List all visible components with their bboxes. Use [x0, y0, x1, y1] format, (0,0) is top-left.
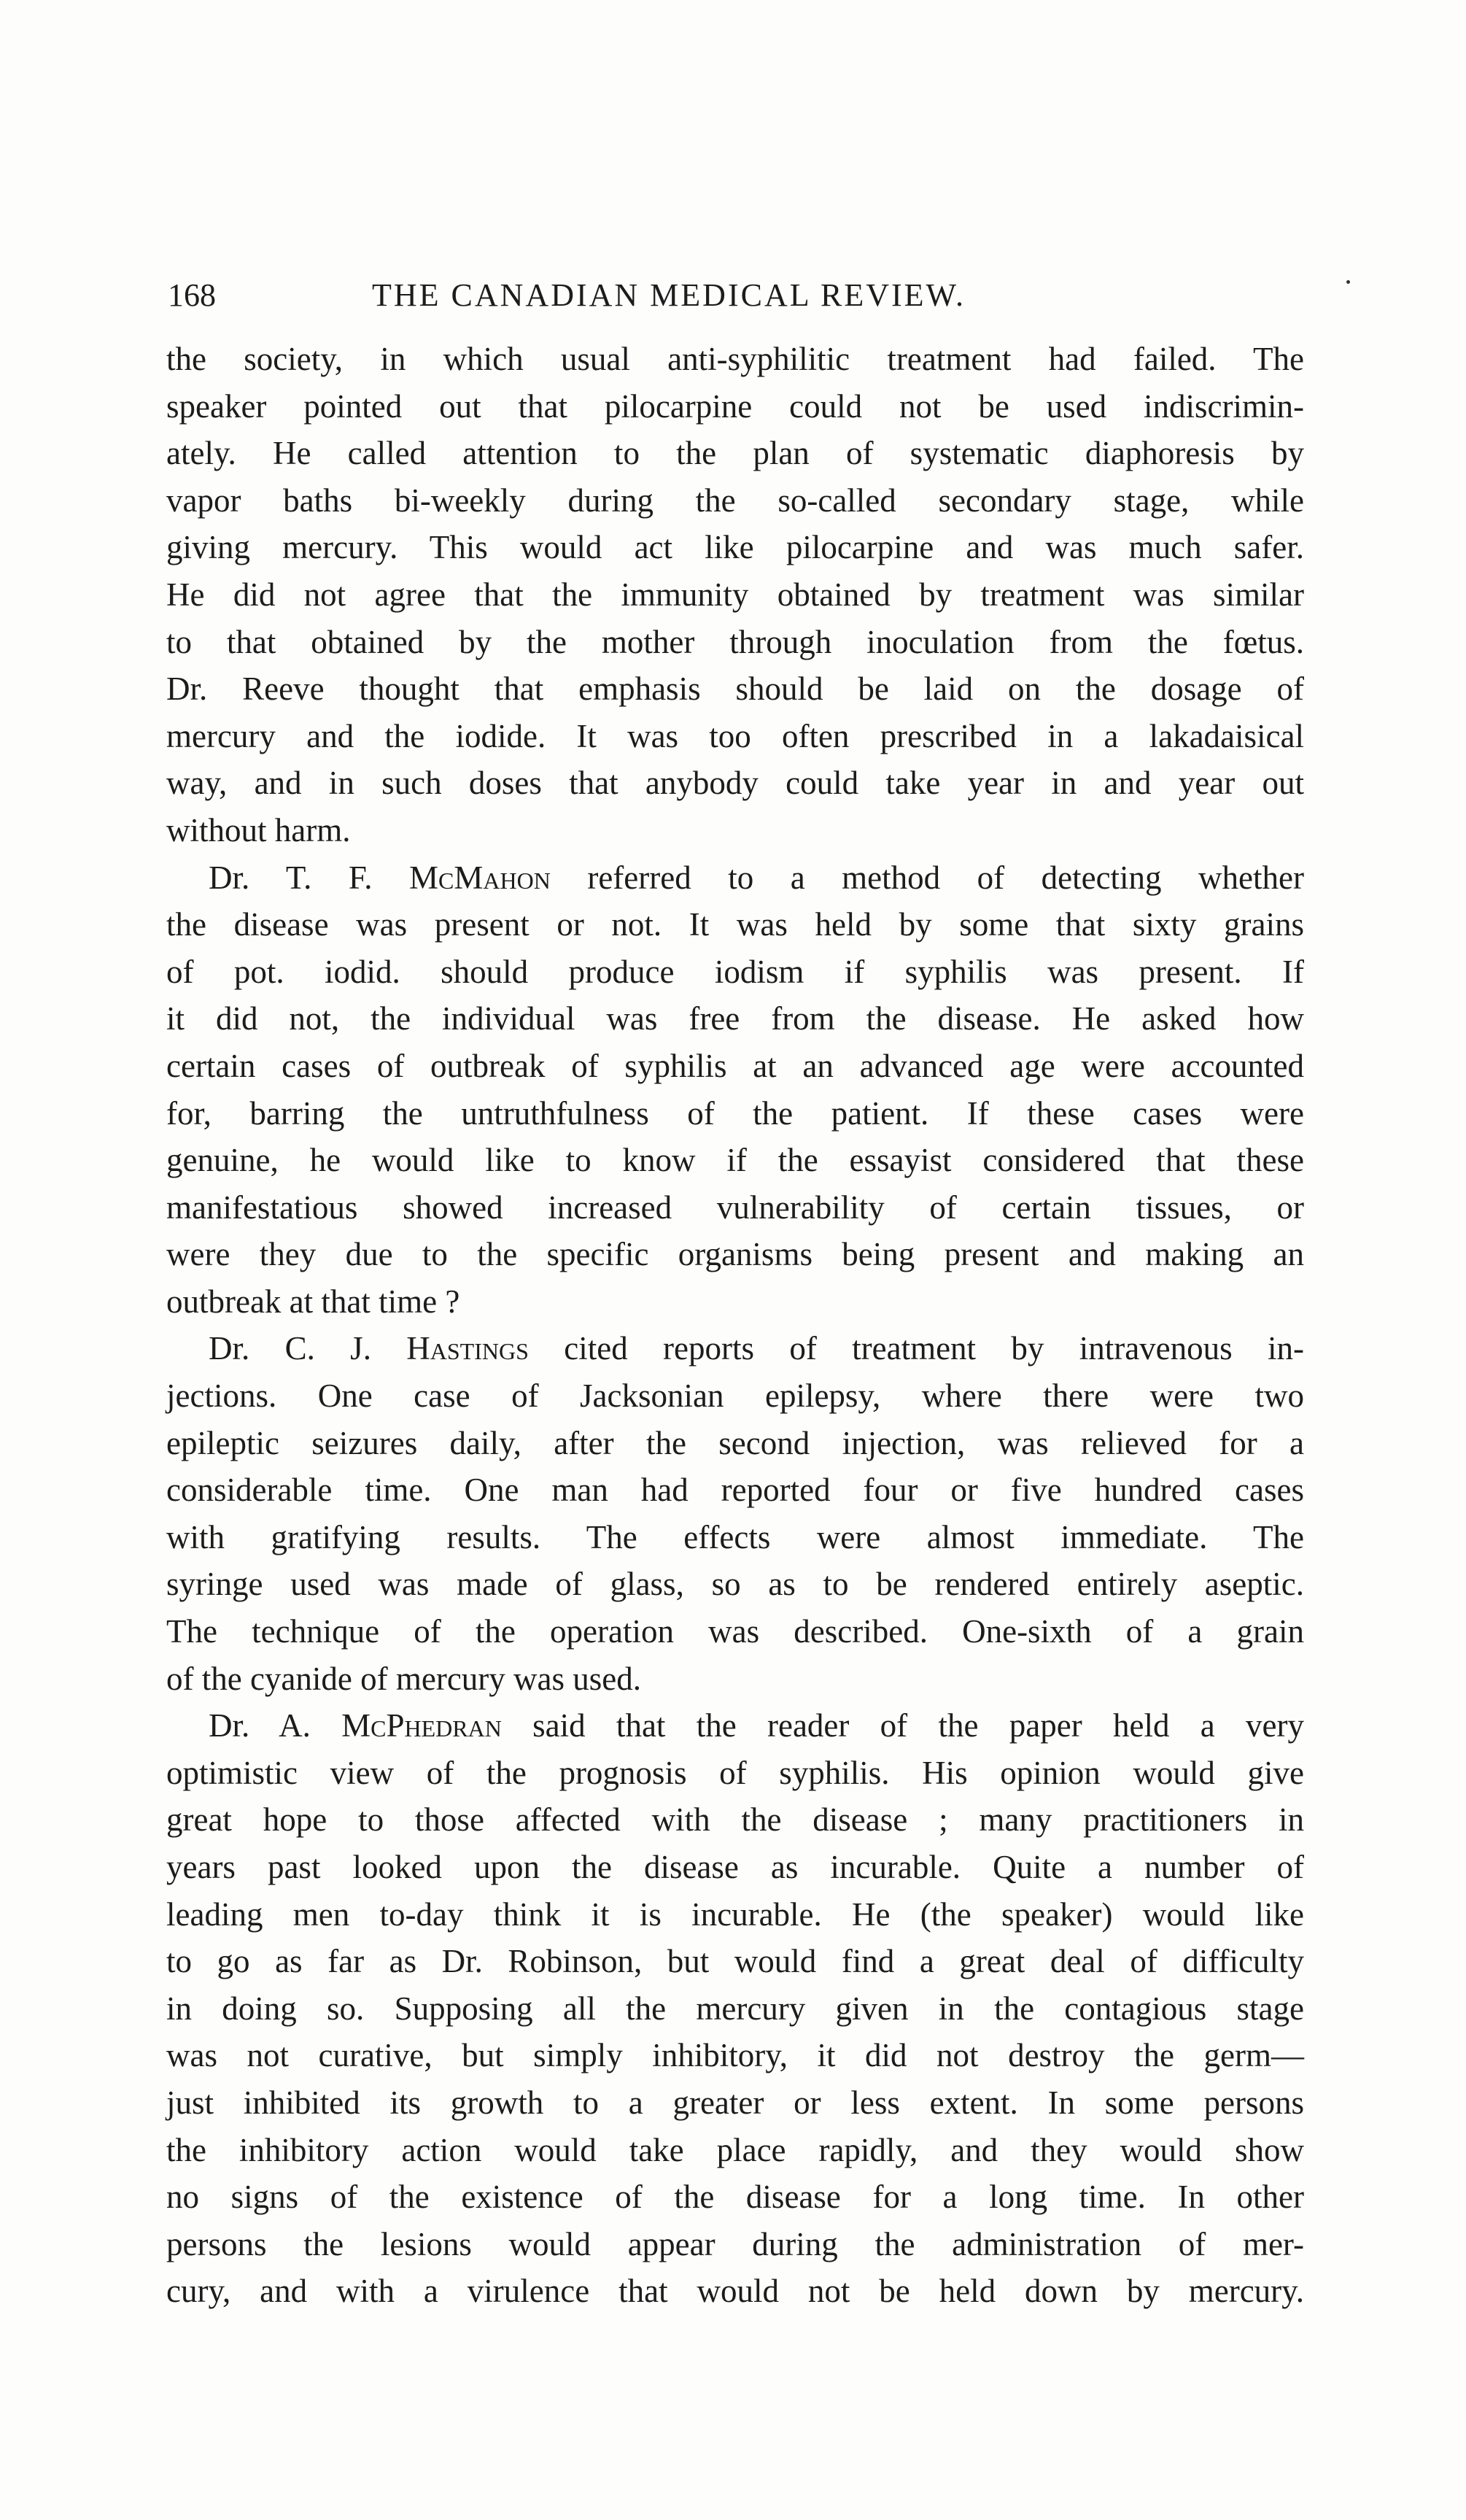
- text-line: for, barring the untruthfulness of the patient. If these cases were: [166, 1094, 1304, 1132]
- text-line: outbreak at that time ?: [166, 1283, 460, 1320]
- text-line-rest: cited reports of treatment by intravenous in-: [528, 1330, 1304, 1367]
- margin-mark: [1346, 280, 1350, 284]
- speaker-name: McPhedran: [341, 1707, 502, 1744]
- text-line: no signs of the existence of the disease for a long time. In other: [166, 2179, 1304, 2216]
- text-line-rest: said that the reader of the paper held a very: [501, 1707, 1304, 1744]
- paragraph-hastings: [166, 1325, 1304, 1372]
- running-head: [168, 270, 1306, 321]
- text-line: it did not, the individual was free from the disease. He asked how: [166, 1000, 1304, 1037]
- text-line: considerable time. One man had reported four or five hundred cases: [166, 1472, 1304, 1509]
- text-line: just inhibited its growth to a greater or less extent. In some persons: [166, 2084, 1304, 2121]
- text-line: to that obtained by the mother through inoculation from the fœtus.: [166, 623, 1304, 660]
- paragraph-mcphedran: [166, 1702, 1304, 1750]
- text-line: syringe used was made of glass, so as to be rendered entirely aseptic.: [166, 1566, 1304, 1603]
- speaker-prefix: Dr. C. J.: [209, 1330, 407, 1367]
- text-line: of the cyanide of mercury was used.: [166, 1660, 642, 1697]
- text-line: great hope to those affected with the disease ; many practitioners in: [166, 1801, 1304, 1839]
- page-number: 168: [168, 277, 216, 313]
- text-line: ately. He called attention to the plan of systematic diaphoresis by: [166, 435, 1304, 472]
- text-line: without harm.: [166, 811, 351, 849]
- text-line: was not curative, but simply inhibitory, it did not destroy the germ—: [166, 2037, 1304, 2074]
- text-line-rest: referred to a method of detecting whether: [550, 859, 1304, 896]
- text-line: Dr. Reeve thought that emphasis should be laid on the dosage of: [166, 670, 1304, 708]
- text-line: manifestatious showed increased vulnerability of certain tissues, or: [166, 1189, 1304, 1226]
- article-text: [166, 336, 1304, 2315]
- text-line: epileptic seizures daily, after the second injection, was relieved for a: [166, 1424, 1304, 1461]
- text-line: jections. One case of Jacksonian epilepsy, where there were two: [166, 1377, 1304, 1415]
- text-line: He did not agree that the immunity obtained by treatment was similar: [166, 576, 1304, 613]
- speaker-prefix: Dr. T. F.: [209, 859, 410, 896]
- text-line: in doing so. Supposing all the mercury given in the contagious stage: [166, 1990, 1304, 2027]
- text-line: persons the lesions would appear during the administration of mer-: [166, 2225, 1304, 2262]
- text-line: giving mercury. This would act like pilocarpine and was much safer.: [166, 529, 1304, 566]
- text-line: the disease was present or not. It was held by some that sixty grains: [166, 906, 1304, 943]
- speaker-name: Hastings: [406, 1330, 529, 1367]
- text-line: leading men to-day think it is incurable. He (the speaker) would like: [166, 1895, 1304, 1933]
- journal-title: THE CANADIAN MEDICAL REVIEW.: [372, 277, 966, 313]
- text-line: certain cases of outbreak of syphilis at an advanced age were accounted: [166, 1047, 1304, 1084]
- text-line: with gratifying results. The effects were almost immediate. The: [166, 1518, 1304, 1555]
- text-line: optimistic view of the prognosis of syphilis. His opinion would give: [166, 1754, 1304, 1791]
- paragraph-mcmahon: [166, 854, 1304, 902]
- text-line: vapor baths bi-weekly during the so-called secondary stage, while: [166, 482, 1304, 519]
- speaker-name: McMahon: [409, 859, 551, 896]
- text-line: years past looked upon the disease as incurable. Quite a number of: [166, 1849, 1304, 1885]
- speaker-prefix: Dr. A.: [209, 1707, 342, 1744]
- text-line: mercury and the iodide. It was too often prescribed in a lakadaisical: [166, 717, 1304, 754]
- text-line: were they due to the specific organisms being present and making an: [166, 1236, 1304, 1273]
- text-line: the inhibitory action would take place rapidly, and they would show: [166, 2131, 1304, 2168]
- text-line: The technique of the operation was described. One-sixth of a grain: [166, 1613, 1304, 1650]
- text-line: way, and in such doses that anybody could take year in and year out: [166, 765, 1304, 802]
- text-line: cury, and with a virulence that would not be held down by mercury.: [166, 2273, 1304, 2310]
- text-line: the society, in which usual anti-syphilitic treatment had failed. The: [166, 341, 1304, 377]
- text-line: speaker pointed out that pilocarpine could not be used indiscrimin-: [166, 387, 1304, 425]
- text-line: to go as far as Dr. Robinson, but would find a great deal of difficulty: [166, 1943, 1304, 1980]
- text-line: genuine, he would like to know if the essayist considered that these: [166, 1142, 1304, 1179]
- text-line: of pot. iodid. should produce iodism if syphilis was present. If: [166, 953, 1304, 990]
